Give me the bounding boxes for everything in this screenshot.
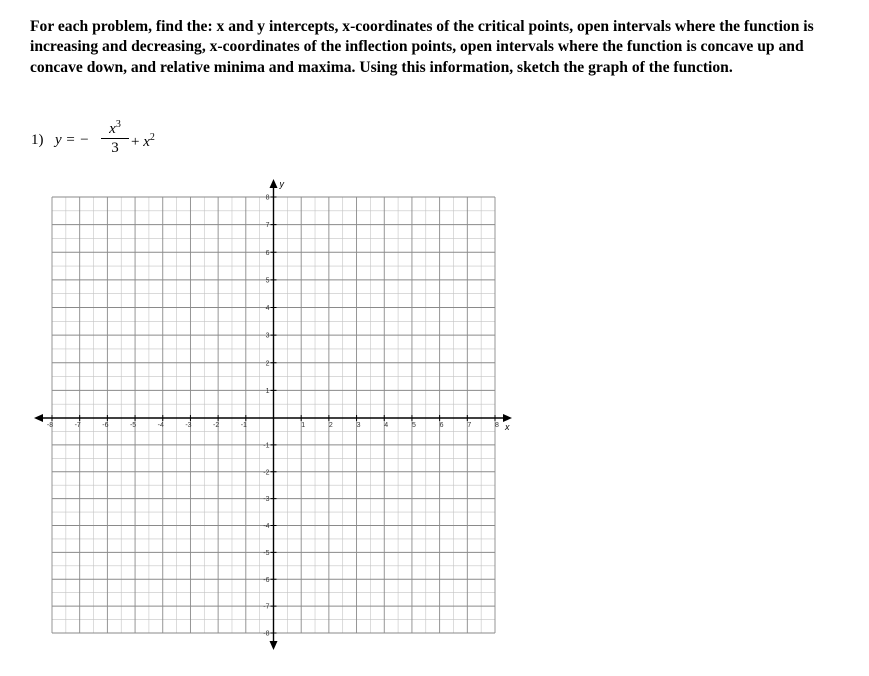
x-tick-label: 7 [467, 422, 472, 429]
y-tick-label: -4 [263, 523, 270, 530]
x-tick-label: 4 [384, 422, 389, 429]
y-tick-label: 5 [265, 277, 270, 285]
x-tick-label: 2 [328, 422, 333, 429]
y-axis-arrow-up-icon [270, 179, 278, 188]
y-tick-label: 4 [265, 305, 270, 312]
x-tick-label: -2 [213, 422, 220, 429]
rhs-operator: + [131, 134, 144, 150]
rhs-var: x [143, 134, 150, 150]
fraction [101, 117, 129, 157]
x-tick-label: -4 [157, 422, 164, 429]
x-axis-arrow-right-icon [503, 414, 512, 422]
problem-number: 1) [31, 132, 44, 148]
y-tick-label: 8 [265, 194, 270, 202]
y-tick-label: -2 [263, 469, 270, 477]
y-tick-label: 6 [265, 249, 270, 257]
x-axis-label: x [505, 422, 510, 432]
rhs-exponent: 2 [149, 132, 155, 143]
x-tick-label: -8 [46, 422, 54, 429]
y-tick-label: 1 [265, 387, 270, 395]
x-tick-label: 3 [356, 422, 361, 429]
y-tick-label: 3 [265, 332, 270, 340]
y-tick-label: -7 [263, 603, 270, 611]
equation-lhs: y = − [55, 132, 90, 148]
x-tick-label: 1 [301, 422, 306, 429]
y-axis-label: y [279, 179, 284, 189]
fraction-denominator: 3 [111, 140, 119, 156]
y-tick-label: -8 [263, 630, 270, 638]
x-tick-label: -7 [74, 422, 81, 429]
y-tick-label: -5 [263, 549, 270, 557]
y-tick-label: -3 [263, 496, 270, 504]
x-tick-label: 8 [495, 422, 499, 429]
x-tick-label: -1 [240, 422, 247, 429]
x-tick-label: -3 [185, 422, 192, 429]
x-tick-label: -6 [102, 422, 109, 429]
instructions-text: For each problem, find the: x and y intercepts, x-coordinates of the critical points, open intervals where the function is increasing and decreasing, x-coordinates of the inflection points, open intervals where the function is concave up and concave down, and relative minima and maxima. Using this information, sketch the graph of the function. [30, 18, 814, 76]
y-tick-label: -6 [263, 576, 270, 584]
fraction-numerator [101, 117, 129, 137]
x-tick-label: 6 [439, 422, 444, 429]
coordinate-grid[interactable] [30, 176, 520, 656]
y-tick-label: 7 [265, 222, 270, 230]
y-axis-arrow-down-icon [270, 641, 278, 650]
y-tick-label: -1 [263, 442, 270, 450]
x-tick-label: 5 [411, 422, 416, 429]
numerator-exponent: 3 [115, 119, 121, 130]
x-tick-label: -5 [129, 422, 137, 429]
equation-rhs [131, 132, 155, 151]
x-axis-arrow-left-icon [34, 414, 43, 422]
y-tick-label: 2 [265, 360, 270, 368]
problem-1 [31, 113, 231, 173]
numerator-var: x [109, 121, 116, 137]
